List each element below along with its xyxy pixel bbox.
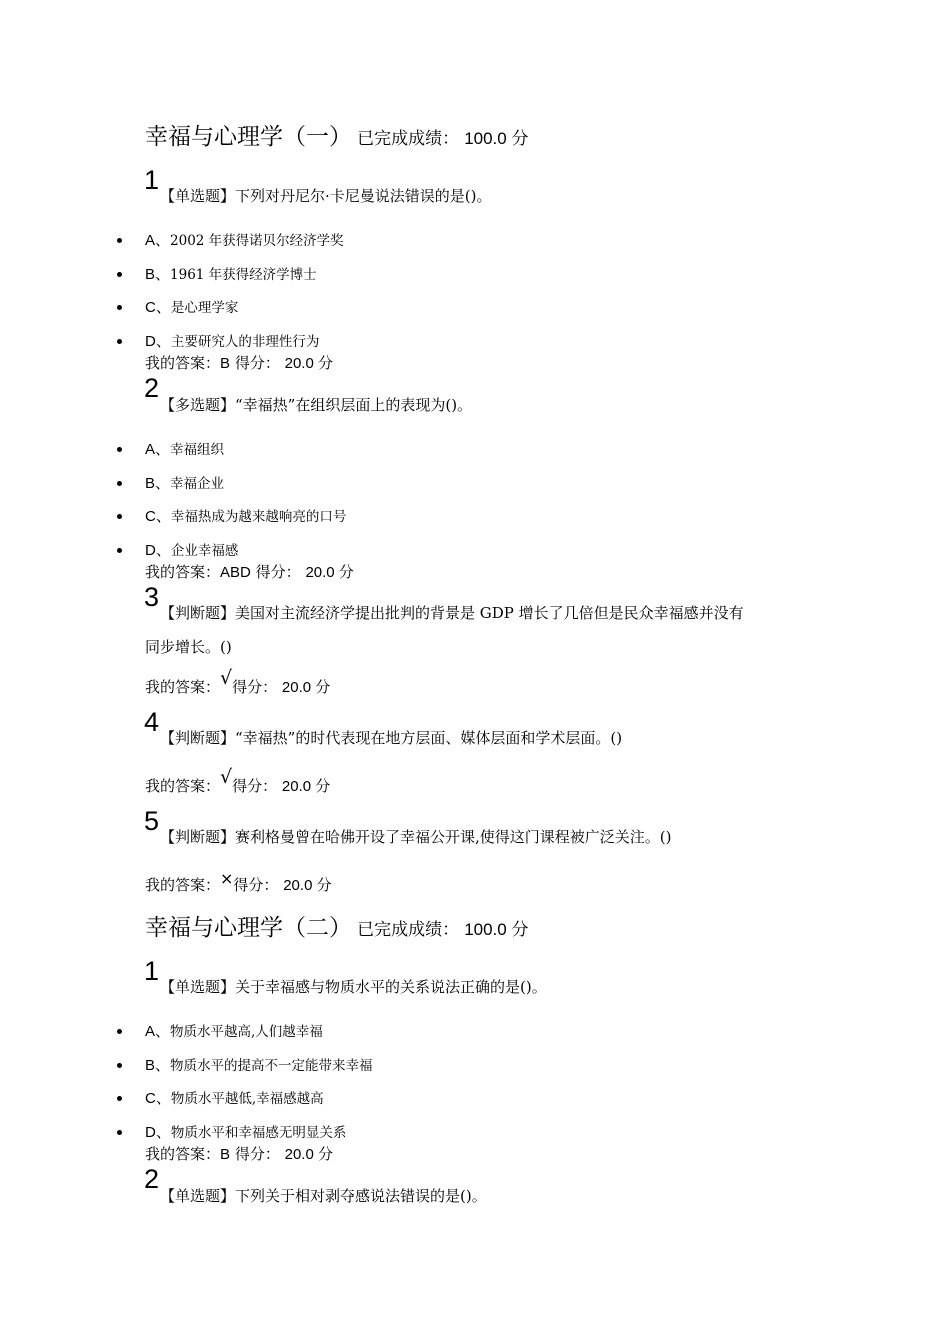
section-header	[145, 909, 528, 942]
answer-label: 我的答案：	[145, 1145, 221, 1163]
option-text: 幸福企业	[170, 476, 225, 492]
score-value: 20.0 分	[284, 1146, 333, 1163]
question-number: 4	[144, 707, 160, 737]
score-label: 得分：	[234, 1145, 280, 1163]
section-title: 幸福与心理学（一）	[145, 124, 352, 150]
answer-line	[145, 1143, 333, 1164]
answer-line	[145, 869, 332, 895]
list-bullet	[117, 548, 122, 553]
option-letter: B、	[145, 1057, 171, 1074]
question-text-continued: 同步增长。()	[145, 638, 232, 656]
option-letter: D、	[145, 333, 171, 350]
answer-value: B	[220, 355, 231, 372]
question-number: 2	[144, 373, 160, 403]
score-value: 20.0 分	[281, 778, 331, 795]
option-text: 物质水平越高,人们越幸福	[170, 1024, 323, 1040]
question-text: 【单选题】下列对丹尼尔·卡尼曼说法错误的是()。	[160, 187, 492, 205]
answer-label: 我的答案：	[145, 777, 221, 795]
question-text: 【多选题】“幸福热”在组织层面上的表现为()。	[160, 396, 473, 414]
option-item	[145, 296, 238, 317]
option-letter: C、	[145, 508, 171, 525]
answer-label: 我的答案：	[145, 876, 221, 894]
option-item	[145, 1121, 346, 1142]
answer-label: 我的答案：	[145, 678, 221, 696]
section-score: 100.0 分	[464, 920, 529, 939]
option-letter: B、	[145, 266, 171, 283]
score-label: 得分：	[233, 876, 279, 894]
option-letter: C、	[145, 1090, 171, 1107]
list-bullet	[117, 1130, 122, 1135]
question-text: 【判断题】赛利格曼曾在哈佛开设了幸福公开课,使得这门课程被广泛关注。()	[160, 828, 672, 846]
list-bullet	[117, 238, 122, 243]
option-text: 物质水平越低,幸福感越高	[170, 1091, 324, 1107]
option-item	[145, 1054, 373, 1075]
option-text: 是心理学家	[170, 300, 239, 316]
score-label: 得分：	[232, 777, 278, 795]
option-text: 主要研究人的非理性行为	[170, 334, 320, 350]
option-item	[145, 539, 238, 560]
option-text: 物质水平和幸福感无明显关系	[170, 1125, 347, 1141]
list-bullet	[117, 514, 122, 519]
option-letter: C、	[145, 299, 171, 316]
option-text: 2002 年获得诺贝尔经济学奖	[170, 233, 344, 249]
option-item	[145, 1020, 323, 1041]
option-letter: D、	[145, 542, 171, 559]
option-letter: A、	[145, 1023, 171, 1040]
list-bullet	[117, 1063, 122, 1068]
option-text: 幸福组织	[170, 442, 225, 458]
question-text: 【单选题】下列关于相对剥夺感说法错误的是()。	[160, 1187, 487, 1205]
score-label: 得分：	[234, 354, 280, 372]
question-number: 1	[144, 956, 160, 986]
check-mark-icon: √	[220, 667, 233, 689]
option-item	[145, 505, 346, 526]
score-value: 20.0 分	[284, 355, 333, 372]
question-text: 【判断题】“幸福热”的时代表现在地方层面、媒体层面和学术层面。()	[160, 729, 623, 747]
answer-line	[145, 561, 354, 582]
option-item	[145, 1087, 324, 1108]
option-letter: B、	[145, 475, 171, 492]
score-value: 20.0 分	[283, 877, 332, 894]
question-number: 5	[144, 806, 160, 836]
answer-label: 我的答案：	[145, 563, 221, 581]
score-label: 得分：	[255, 563, 301, 581]
list-bullet	[117, 1096, 122, 1101]
score-value: 20.0 分	[305, 564, 354, 581]
section-score: 100.0 分	[464, 129, 529, 148]
question-text: 【判断题】美国对主流经济学提出批判的背景是 GDP 增长了几倍但是民众幸福感并没有	[160, 604, 744, 622]
list-bullet	[117, 1029, 122, 1034]
list-bullet	[117, 447, 122, 452]
section-status: 已完成成绩：	[357, 129, 460, 149]
section-title: 幸福与心理学（二）	[145, 915, 352, 941]
list-bullet	[117, 481, 122, 486]
answer-line	[145, 667, 331, 697]
option-letter: D、	[145, 1124, 171, 1141]
section-header	[145, 118, 528, 151]
option-text: 物质水平的提高不一定能带来幸福	[170, 1058, 373, 1074]
answer-line	[145, 352, 333, 373]
question-number: 2	[144, 1164, 160, 1194]
answer-value: B	[220, 1146, 231, 1163]
option-letter: A、	[145, 441, 171, 458]
option-item	[145, 263, 317, 284]
option-item	[145, 229, 344, 250]
answer-value: ABD	[220, 564, 251, 581]
answer-line	[145, 766, 331, 796]
option-text: 1961 年获得经济学博士	[170, 267, 317, 283]
score-value: 20.0 分	[281, 679, 331, 696]
list-bullet	[117, 272, 122, 277]
option-text: 幸福热成为越来越响亮的口号	[170, 509, 347, 525]
answer-label: 我的答案：	[145, 354, 221, 372]
question-text: 【单选题】关于幸福感与物质水平的关系说法正确的是()。	[160, 978, 547, 996]
cross-mark-icon: ×	[220, 869, 234, 888]
option-item	[145, 438, 224, 459]
list-bullet	[117, 305, 122, 310]
question-number: 1	[144, 165, 160, 195]
option-letter: A、	[145, 232, 171, 249]
question-number: 3	[144, 582, 160, 612]
option-text: 企业幸福感	[170, 543, 239, 559]
option-item	[145, 472, 224, 493]
list-bullet	[117, 339, 122, 344]
score-label: 得分：	[232, 678, 278, 696]
option-item	[145, 330, 319, 351]
section-status: 已完成成绩：	[357, 920, 460, 940]
check-mark-icon: √	[220, 766, 233, 788]
